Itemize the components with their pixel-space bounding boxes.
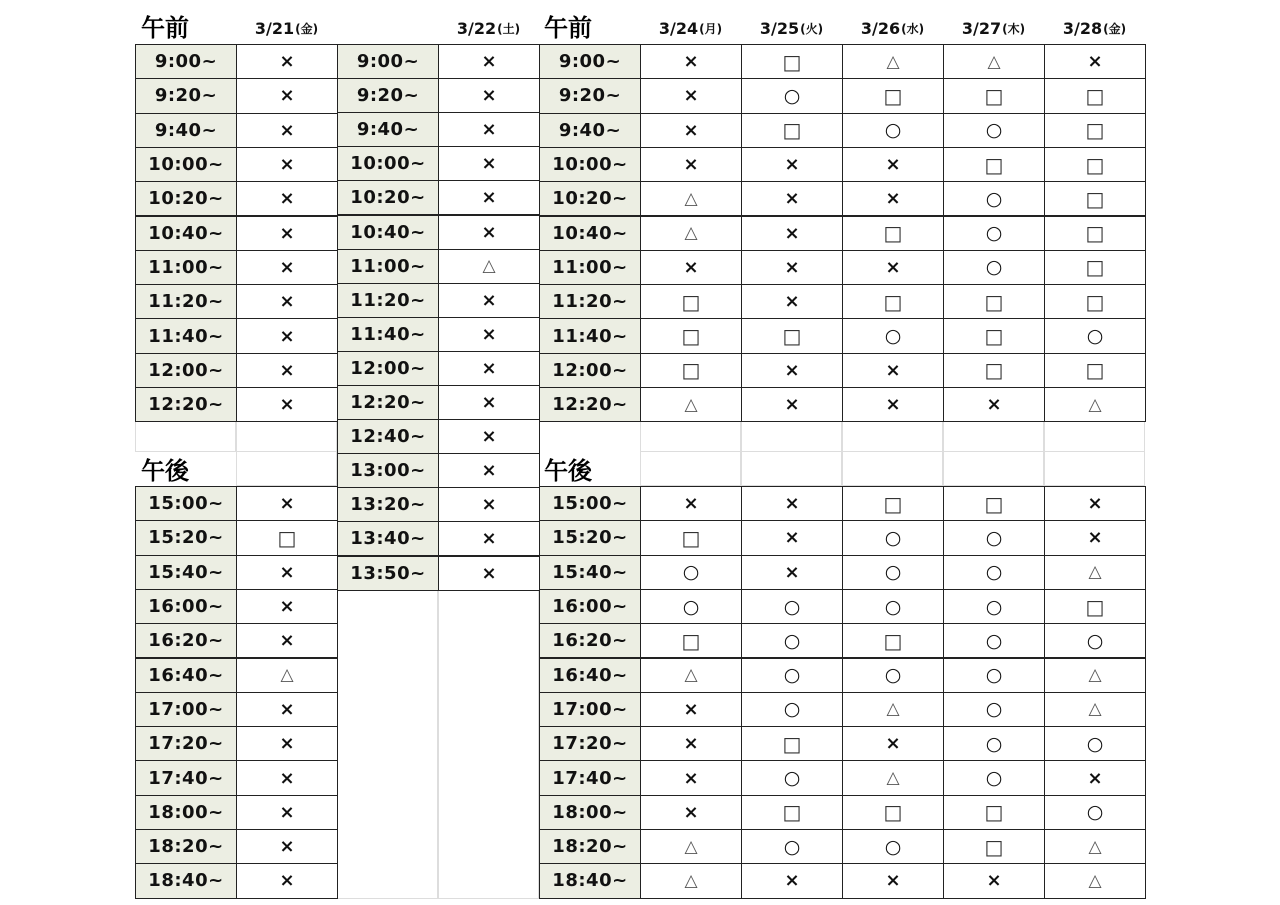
time-cell: 12:20~ — [135, 387, 237, 422]
time-cell: 11:40~ — [135, 318, 237, 353]
availability-cell: × — [438, 351, 540, 386]
availability-cell: ○ — [1044, 623, 1146, 658]
availability-cell: □ — [842, 284, 944, 319]
availability-cell: ○ — [943, 760, 1045, 795]
time-cell: 11:20~ — [337, 283, 439, 318]
availability-cell: × — [842, 863, 944, 898]
header-date: 3/24 — [658, 18, 699, 38]
time-cell: 18:20~ — [135, 829, 237, 864]
availability-cell: □ — [1044, 181, 1146, 216]
availability-cell: □ — [1044, 589, 1146, 624]
section-am-label-week: 午前 — [544, 14, 592, 42]
empty-cell — [943, 421, 1044, 452]
availability-cell: ○ — [943, 658, 1045, 693]
header-day: (月) — [699, 21, 723, 36]
availability-cell: ○ — [842, 589, 944, 624]
availability-cell: × — [1044, 520, 1146, 555]
availability-cell: □ — [943, 318, 1045, 353]
availability-cell: □ — [640, 353, 742, 388]
header-0324 — [640, 9, 741, 47]
availability-cell: □ — [741, 726, 843, 761]
header-0327 — [943, 9, 1044, 47]
time-cell: 12:40~ — [337, 419, 439, 454]
availability-cell: × — [438, 453, 540, 488]
availability-cell: × — [236, 216, 338, 251]
availability-cell: × — [236, 113, 338, 148]
availability-cell: × — [236, 726, 338, 761]
availability-cell: △ — [438, 249, 540, 284]
availability-cell: △ — [640, 829, 742, 864]
time-cell: 17:40~ — [135, 760, 237, 795]
availability-cell: △ — [1044, 555, 1146, 590]
time-cell: 18:00~ — [539, 795, 641, 830]
availability-cell: × — [236, 387, 338, 422]
availability-cell: ○ — [842, 829, 944, 864]
time-cell: 10:20~ — [135, 181, 237, 216]
availability-cell: × — [1044, 486, 1146, 521]
availability-cell: × — [741, 520, 843, 555]
empty-cell — [1044, 452, 1145, 486]
availability-cell: □ — [842, 216, 944, 251]
empty-cell — [741, 452, 842, 486]
availability-cell: × — [236, 147, 338, 182]
availability-cell: ○ — [741, 623, 843, 658]
time-cell: 15:00~ — [135, 486, 237, 521]
availability-cell: × — [438, 487, 540, 522]
availability-cell: × — [741, 486, 843, 521]
availability-cell: × — [741, 863, 843, 898]
availability-cell: △ — [842, 692, 944, 727]
availability-cell: △ — [640, 658, 742, 693]
time-cell: 16:40~ — [539, 658, 641, 693]
time-cell: 9:40~ — [135, 113, 237, 148]
header-0322 — [438, 9, 539, 47]
availability-cell: □ — [640, 623, 742, 658]
availability-cell: □ — [943, 353, 1045, 388]
availability-cell: ○ — [943, 555, 1045, 590]
time-cell: 18:00~ — [135, 795, 237, 830]
empty-cell — [337, 589, 438, 899]
header-day: (木) — [1002, 21, 1026, 36]
availability-cell: □ — [236, 520, 338, 555]
empty-cell — [640, 452, 741, 486]
availability-cell: × — [236, 795, 338, 830]
time-cell: 16:20~ — [539, 623, 641, 658]
time-cell: 9:20~ — [337, 78, 439, 113]
time-cell: 18:20~ — [539, 829, 641, 864]
availability-cell: ○ — [943, 181, 1045, 216]
availability-cell: × — [741, 147, 843, 182]
availability-cell: × — [741, 387, 843, 422]
time-cell: 12:00~ — [337, 351, 439, 386]
availability-cell: □ — [741, 113, 843, 148]
availability-cell: × — [1044, 44, 1146, 79]
availability-cell: □ — [842, 486, 944, 521]
availability-cell: □ — [1044, 284, 1146, 319]
availability-cell: × — [438, 78, 540, 113]
header-date: 3/27 — [961, 18, 1002, 38]
empty-cell — [640, 421, 741, 452]
section-am-label: 午前 — [141, 14, 189, 42]
time-cell: 15:20~ — [539, 520, 641, 555]
availability-cell: × — [640, 250, 742, 285]
time-cell: 10:40~ — [539, 216, 641, 251]
availability-cell: ○ — [842, 318, 944, 353]
time-cell: 15:40~ — [539, 555, 641, 590]
time-cell: 9:00~ — [337, 44, 439, 79]
availability-cell: ○ — [943, 726, 1045, 761]
time-cell: 17:20~ — [135, 726, 237, 761]
empty-cell — [1044, 421, 1145, 452]
availability-cell: □ — [640, 318, 742, 353]
time-cell: 9:40~ — [539, 113, 641, 148]
availability-cell: △ — [640, 863, 742, 898]
availability-cell: ○ — [741, 760, 843, 795]
availability-cell: × — [236, 863, 338, 898]
availability-cell: □ — [1044, 250, 1146, 285]
header-day: (土) — [497, 21, 521, 36]
availability-cell: □ — [943, 829, 1045, 864]
availability-cell: × — [842, 250, 944, 285]
availability-cell: × — [640, 147, 742, 182]
time-cell: 13:00~ — [337, 453, 439, 488]
availability-cell: × — [741, 250, 843, 285]
time-cell: 17:20~ — [539, 726, 641, 761]
header-date: 3/28 — [1062, 18, 1103, 38]
time-cell: 12:20~ — [539, 387, 641, 422]
availability-cell: □ — [943, 486, 1045, 521]
availability-cell: □ — [640, 520, 742, 555]
time-cell: 9:40~ — [337, 112, 439, 147]
time-cell: 10:20~ — [337, 180, 439, 215]
availability-cell: × — [741, 555, 843, 590]
availability-cell: × — [943, 387, 1045, 422]
availability-cell: × — [741, 216, 843, 251]
availability-cell: × — [438, 180, 540, 215]
availability-cell: □ — [842, 78, 944, 113]
availability-cell: ○ — [1044, 795, 1146, 830]
time-cell: 15:40~ — [135, 555, 237, 590]
availability-cell: ○ — [640, 555, 742, 590]
time-cell: 13:50~ — [337, 556, 439, 591]
availability-cell: □ — [1044, 353, 1146, 388]
availability-cell: ○ — [741, 829, 843, 864]
availability-cell: × — [1044, 760, 1146, 795]
header-day: (水) — [901, 21, 925, 36]
header-day: (金) — [295, 21, 319, 36]
time-cell: 12:20~ — [337, 385, 439, 420]
availability-cell: △ — [943, 44, 1045, 79]
availability-cell: × — [236, 318, 338, 353]
availability-cell: × — [236, 250, 338, 285]
availability-cell: × — [236, 284, 338, 319]
availability-cell: △ — [640, 387, 742, 422]
availability-cell: × — [640, 726, 742, 761]
availability-cell: × — [438, 385, 540, 420]
empty-cell — [236, 452, 337, 486]
time-cell: 16:00~ — [135, 589, 237, 624]
availability-cell: △ — [1044, 692, 1146, 727]
availability-cell: × — [640, 760, 742, 795]
availability-cell: ○ — [842, 520, 944, 555]
availability-cell: ○ — [741, 692, 843, 727]
availability-cell: □ — [842, 623, 944, 658]
availability-cell: △ — [236, 658, 338, 693]
time-cell: 16:20~ — [135, 623, 237, 658]
availability-cell: × — [236, 589, 338, 624]
availability-cell: × — [236, 555, 338, 590]
availability-cell: × — [438, 556, 540, 591]
time-cell: 16:40~ — [135, 658, 237, 693]
availability-cell: △ — [1044, 829, 1146, 864]
availability-cell: □ — [943, 795, 1045, 830]
time-cell: 9:20~ — [135, 78, 237, 113]
availability-cell: × — [640, 44, 742, 79]
availability-cell: × — [842, 181, 944, 216]
availability-cell: × — [741, 353, 843, 388]
availability-cell: × — [741, 284, 843, 319]
availability-cell: × — [438, 521, 540, 556]
time-cell: 11:00~ — [135, 250, 237, 285]
availability-cell: ○ — [741, 78, 843, 113]
header-0328 — [1044, 9, 1145, 47]
availability-cell: × — [438, 419, 540, 454]
availability-cell: × — [640, 795, 742, 830]
availability-cell: △ — [640, 216, 742, 251]
availability-cell: ○ — [943, 520, 1045, 555]
time-cell: 11:20~ — [135, 284, 237, 319]
availability-cell: × — [236, 44, 338, 79]
header-0321 — [236, 9, 337, 47]
time-cell: 10:00~ — [135, 147, 237, 182]
time-cell: 17:40~ — [539, 760, 641, 795]
empty-cell — [943, 452, 1044, 486]
availability-cell: □ — [1044, 147, 1146, 182]
empty-cell — [842, 421, 943, 452]
availability-cell: × — [438, 112, 540, 147]
availability-cell: × — [438, 146, 540, 181]
availability-cell: △ — [640, 181, 742, 216]
availability-cell: × — [943, 863, 1045, 898]
header-date: 3/21 — [254, 18, 295, 38]
availability-cell: × — [438, 317, 540, 352]
time-cell: 11:40~ — [539, 318, 641, 353]
empty-cell — [842, 452, 943, 486]
time-cell: 13:20~ — [337, 487, 439, 522]
availability-cell: ○ — [943, 589, 1045, 624]
availability-cell: ○ — [943, 250, 1045, 285]
availability-cell: □ — [741, 44, 843, 79]
time-cell: 10:20~ — [539, 181, 641, 216]
availability-cell: × — [842, 147, 944, 182]
availability-cell: × — [236, 760, 338, 795]
availability-cell: ○ — [943, 216, 1045, 251]
time-cell: 12:00~ — [135, 353, 237, 388]
header-date: 3/25 — [759, 18, 800, 38]
availability-cell: □ — [741, 795, 843, 830]
availability-cell: × — [236, 486, 338, 521]
availability-cell: × — [640, 692, 742, 727]
availability-cell: × — [438, 44, 540, 79]
availability-cell: □ — [943, 284, 1045, 319]
header-day: (火) — [800, 21, 824, 36]
time-cell: 11:20~ — [539, 284, 641, 319]
time-cell: 18:40~ — [135, 863, 237, 898]
availability-cell: × — [640, 486, 742, 521]
time-cell: 10:00~ — [539, 147, 641, 182]
empty-cell — [236, 421, 337, 452]
header-date: 3/22 — [456, 18, 497, 38]
availability-cell: × — [438, 215, 540, 250]
availability-cell: × — [236, 829, 338, 864]
time-cell: 11:40~ — [337, 317, 439, 352]
availability-cell: △ — [1044, 863, 1146, 898]
availability-cell: × — [842, 726, 944, 761]
time-cell: 9:20~ — [539, 78, 641, 113]
availability-cell: □ — [943, 78, 1045, 113]
availability-cell: × — [438, 283, 540, 318]
time-cell: 18:40~ — [539, 863, 641, 898]
time-cell: 17:00~ — [539, 692, 641, 727]
availability-cell: ○ — [1044, 318, 1146, 353]
availability-cell: × — [842, 353, 944, 388]
time-cell: 15:00~ — [539, 486, 641, 521]
availability-cell: □ — [640, 284, 742, 319]
time-cell: 9:00~ — [539, 44, 641, 79]
time-cell: 16:00~ — [539, 589, 641, 624]
availability-cell: □ — [1044, 216, 1146, 251]
availability-cell: ○ — [943, 113, 1045, 148]
time-cell: 9:00~ — [135, 44, 237, 79]
availability-cell: ○ — [943, 692, 1045, 727]
empty-cell — [135, 421, 236, 452]
time-cell: 15:20~ — [135, 520, 237, 555]
availability-cell: △ — [1044, 658, 1146, 693]
availability-cell: □ — [842, 795, 944, 830]
availability-cell: △ — [1044, 387, 1146, 422]
availability-cell: □ — [741, 318, 843, 353]
time-cell: 10:40~ — [337, 215, 439, 250]
section-pm-label-week: 午後 — [544, 457, 592, 485]
availability-cell: □ — [1044, 78, 1146, 113]
schedule-sheet — [135, 5, 1145, 900]
availability-cell: × — [640, 113, 742, 148]
header-date: 3/26 — [860, 18, 901, 38]
time-cell: 10:40~ — [135, 216, 237, 251]
header-day: (金) — [1103, 21, 1127, 36]
availability-cell: × — [842, 387, 944, 422]
availability-cell: × — [236, 181, 338, 216]
section-pm-label: 午後 — [141, 457, 189, 485]
availability-cell: × — [236, 692, 338, 727]
availability-cell: × — [741, 181, 843, 216]
availability-cell: ○ — [842, 113, 944, 148]
header-0326 — [842, 9, 943, 47]
time-cell: 10:00~ — [337, 146, 439, 181]
availability-cell: ○ — [741, 589, 843, 624]
availability-cell: △ — [842, 44, 944, 79]
empty-cell — [741, 421, 842, 452]
availability-cell: ○ — [741, 658, 843, 693]
availability-cell: □ — [943, 147, 1045, 182]
time-cell: 17:00~ — [135, 692, 237, 727]
empty-cell — [438, 589, 539, 899]
availability-cell: ○ — [943, 623, 1045, 658]
time-cell: 13:40~ — [337, 521, 439, 556]
availability-cell: ○ — [1044, 726, 1146, 761]
availability-cell: △ — [842, 760, 944, 795]
time-cell: 11:00~ — [539, 250, 641, 285]
availability-cell: ○ — [640, 589, 742, 624]
availability-cell: × — [640, 78, 742, 113]
availability-cell: ○ — [842, 555, 944, 590]
availability-cell: ○ — [842, 658, 944, 693]
availability-cell: × — [236, 353, 338, 388]
availability-cell: × — [236, 623, 338, 658]
header-0325 — [741, 9, 842, 47]
availability-cell: □ — [1044, 113, 1146, 148]
time-cell: 11:00~ — [337, 249, 439, 284]
time-cell: 12:00~ — [539, 353, 641, 388]
availability-cell: × — [236, 78, 338, 113]
